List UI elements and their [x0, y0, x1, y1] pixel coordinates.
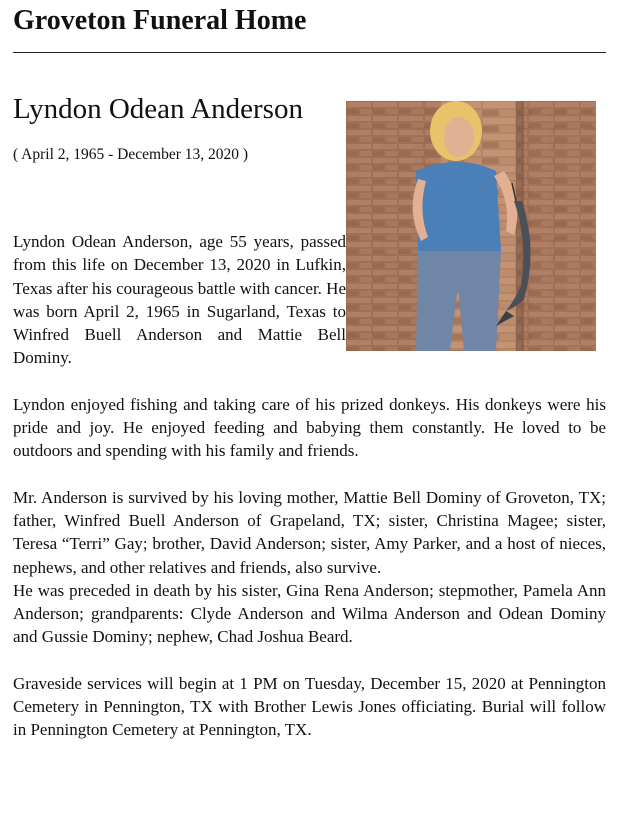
paragraph-preceded: He was preceded in death by his sister, Gina Rena Anderson; stepmother, Pamela Ann Anderson; grandparents: Clyde Anderson and Wilma Anderson and Odean Dominy and Gussie Dominy; nephew, Chad Joshua Beard.: [13, 580, 606, 647]
paragraph-services: Graveside services will begin at 1 PM on Tuesday, December 15, 2020 at Pennington Cemetery in Pennington, TX with Brother Lewis Jones officiating. Burial will follow in Pennington Cemetery at Pennington, TX.: [13, 673, 606, 740]
paragraph-biography: Lyndon Odean Anderson, age 55 years, passed from this life on December 13, 2020 in Lufkin, Texas after his courageous battle with cancer. He was born April 2, 1965 in Sugarland, Texas to Winfred Buell Anderson and Mattie Bell Dominy.: [13, 232, 347, 368]
site-title: Groveton Funeral Home: [13, 5, 307, 36]
paragraph-hobbies: Lyndon enjoyed fishing and taking care of his prized donkeys. His donkeys were his pride and joy. He enjoyed feeding and babying them constantly. He loved to be outdoors and spending with his family and friends.: [13, 394, 606, 461]
header-divider: [13, 52, 606, 53]
obituary-body: [13, 230, 606, 765]
obituary-name: Lyndon Odean Anderson: [13, 93, 303, 125]
life-dates: ( April 2, 1965 - December 13, 2020 ): [13, 146, 249, 163]
paragraph-survivors: Mr. Anderson is survived by his loving mother, Mattie Bell Dominy of Groveton, TX; father, Winfred Buell Anderson of Grapeland, TX; sister, Christina Magee; sister, Teresa “Terri” Gay; brother, David Anderson; sister, Amy Parker, and a host of nieces, nephews, and other relatives and friends, also survive.: [13, 487, 606, 577]
